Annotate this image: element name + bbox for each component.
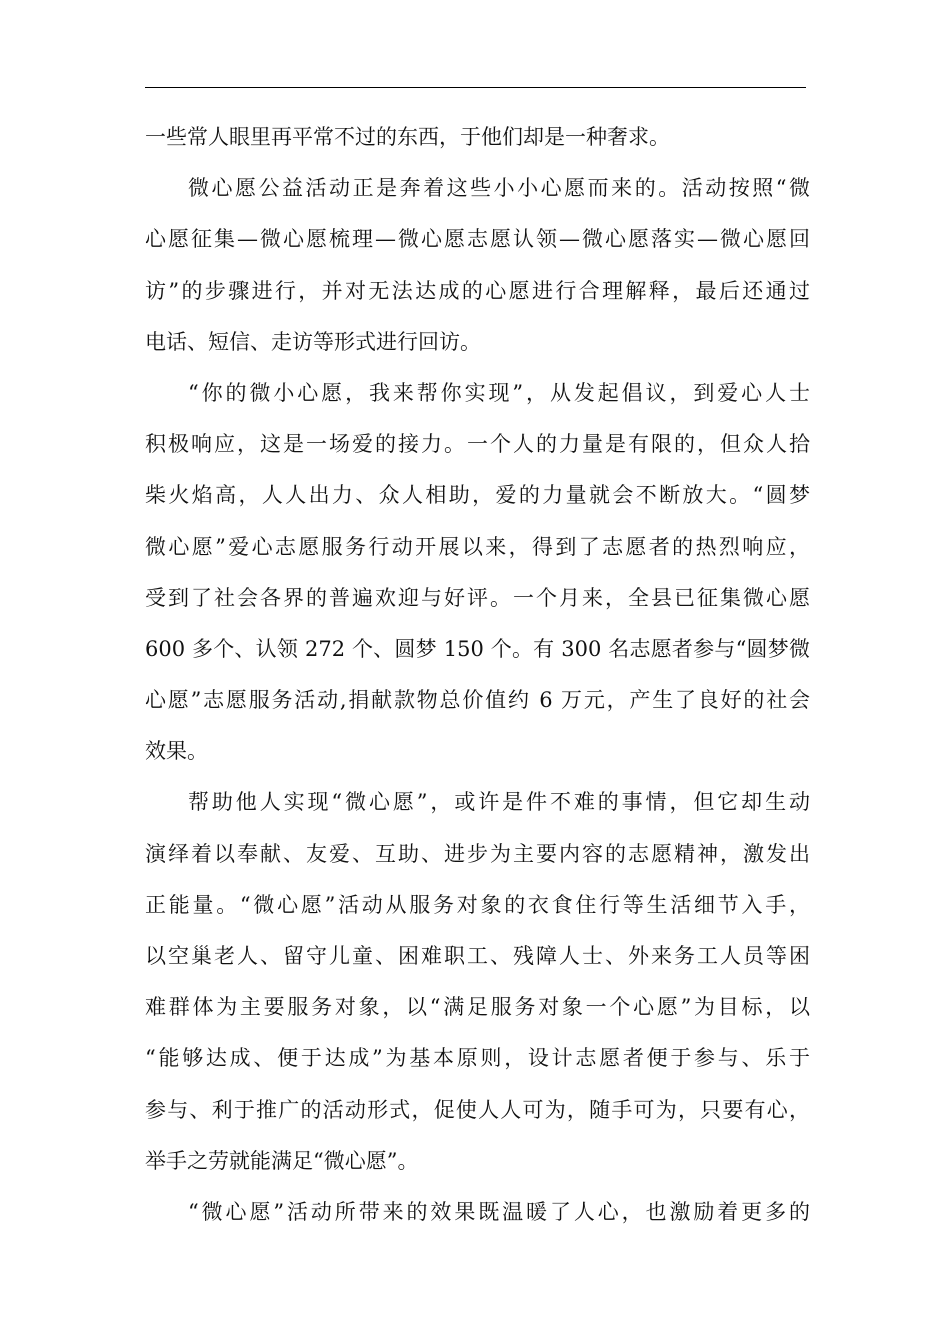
paragraph-line: 难群体为主要服务对象，以“满足服务对象一个心愿”为目标，以: [145, 995, 810, 1020]
paragraph-first-line: “你的微小心愿，我来帮你实现”，从发起倡议，到爱心人士: [188, 380, 810, 405]
paragraph-line: 600 多个、认领 272 个、圆梦 150 个。有 300 名志愿者参与“圆梦微: [145, 636, 810, 661]
paragraph-line: 参与、利于推广的活动形式，促使人人可为，随手可为，只要有心，: [145, 1097, 810, 1122]
paragraph-line: 举手之劳就能满足“微心愿”。: [145, 1148, 419, 1173]
paragraph-line: 心愿征集—微心愿梳理—微心愿志愿认领—微心愿落实—微心愿回: [145, 227, 810, 252]
paragraph-line: 电话、短信、走访等形式进行回访。: [145, 329, 481, 354]
paragraph-line: 以空巢老人、留守儿童、困难职工、残障人士、外来务工人员等困: [145, 944, 810, 968]
document-body: [145, 112, 810, 1238]
paragraph-first-line: 帮助他人实现“微心愿”，或许是件不难的事情，但它却生动: [188, 790, 810, 815]
paragraph-line: 效果。: [145, 739, 208, 764]
paragraph-line: 正能量。“微心愿”活动从服务对象的衣食住行等生活细节入手，: [145, 892, 810, 917]
paragraph-line: 访”的步骤进行，并对无法达成的心愿进行合理解释，最后还通过: [145, 278, 810, 303]
paragraph-line: “能够达成、便于达成”为基本原则，设计志愿者便于参与、乐于: [145, 1046, 810, 1071]
paragraph-line: 受到了社会各界的普遍欢迎与好评。一个月来，全县已征集微心愿: [145, 585, 810, 610]
paragraph-first-line: 微心愿公益活动正是奔着这些小小心愿而来的。活动按照“微: [188, 176, 810, 201]
paragraph-line: 心愿”志愿服务活动,捐献款物总价值约 6 万元，产生了良好的社会: [145, 688, 810, 713]
paragraph-line: 微心愿”爱心志愿服务行动开展以来，得到了志愿者的热烈响应，: [145, 534, 810, 559]
paragraph-line: 一些常人眼里再平常不过的东西，于他们却是一种奢求。: [145, 125, 670, 149]
paragraph-line: 柴火焰高，人人出力、众人相助，爱的力量就会不断放大。“圆梦: [145, 483, 810, 508]
header-rule: [145, 87, 806, 88]
paragraph-line: 积极响应，这是一场爱的接力。一个人的力量是有限的，但众人拾: [145, 432, 810, 457]
paragraph-first-line: “微心愿”活动所带来的效果既温暖了人心，也激励着更多的: [188, 1199, 810, 1224]
paragraph-line: 演绎着以奉献、友爱、互助、进步为主要内容的志愿精神，激发出: [145, 841, 810, 866]
